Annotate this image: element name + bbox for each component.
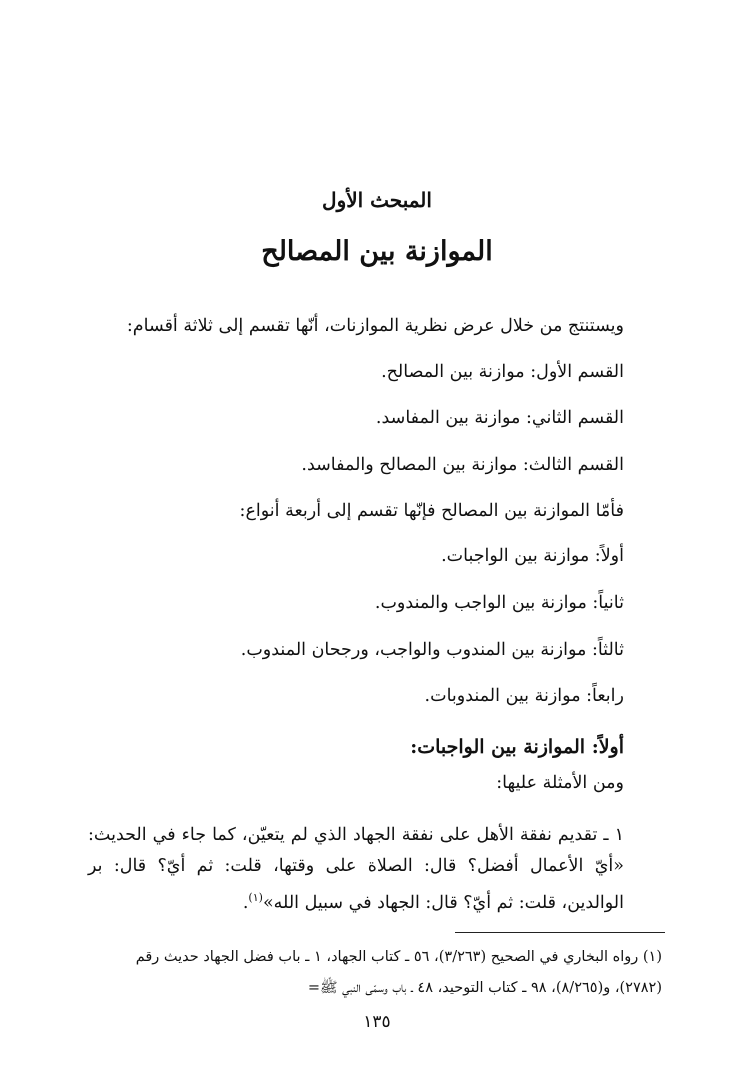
section-item: القسم الثاني: موازنة بين المفاسد.: [375, 408, 624, 428]
example-text: ١ ـ تقديم نفقة الأهل على نفقة الجهاد الذي لم يتعيّن، كما جاء في الحديث: «أيّ الأعمال أفضل؟ قال: الصلاة على وقتها، قلت: ثم أيّ؟ قال: بر الوالدين، قلت: ثم أيّ؟ قال: الجهاد في سبيل الله»: [88, 825, 624, 913]
page-number: ١٣٥: [363, 1012, 391, 1032]
example-paragraph: [88, 820, 624, 919]
subheading: أولاً: الموازنة بين الواجبات:: [410, 736, 624, 758]
section-item: القسم الأول: موازنة بين المصالح.: [381, 362, 624, 382]
chapter-label: المبحث الأول: [322, 188, 432, 212]
examples-intro: ومن الأمثلة عليها:: [496, 773, 624, 793]
example-end: .: [242, 892, 249, 913]
chapter-title: الموازنة بين المصالح: [261, 236, 493, 267]
footnote-ref: (١): [248, 891, 263, 904]
footnote-separator: [455, 932, 665, 933]
intro-text: ويستنتج من خلال عرض نظرية الموازنات، أنّها تقسم إلى ثلاثة أقسام:: [126, 316, 624, 336]
section-item: القسم الثالث: موازنة بين المصالح والمفاسد.: [301, 455, 624, 475]
type-item: ثالثاً: موازنة بين المندوب والواجب، ورجحان المندوب.: [240, 640, 624, 660]
type-item: أولاً: موازنة بين الواجبات.: [441, 546, 624, 566]
types-intro: فأمّا الموازنة بين المصالح فإنّها تقسم إلى أربعة أنواع:: [239, 501, 624, 521]
footnote: (١) رواه البخاري في الصحيح (٣/٢٦٣)، ٥٦ ـ كتاب الجهاد، ١ ـ باب فضل الجهاد حديث رقم (٢٧٨٢)، و(٨/٢٦٥)، ٩٨ ـ كتاب التوحيد، ٤٨ ـ باب وسمّى النبي ﷺ=: [135, 949, 662, 996]
type-item: رابعاً: موازنة بين المندوبات.: [424, 686, 624, 706]
type-item: ثانياً: موازنة بين الواجب والمندوب.: [374, 593, 624, 613]
